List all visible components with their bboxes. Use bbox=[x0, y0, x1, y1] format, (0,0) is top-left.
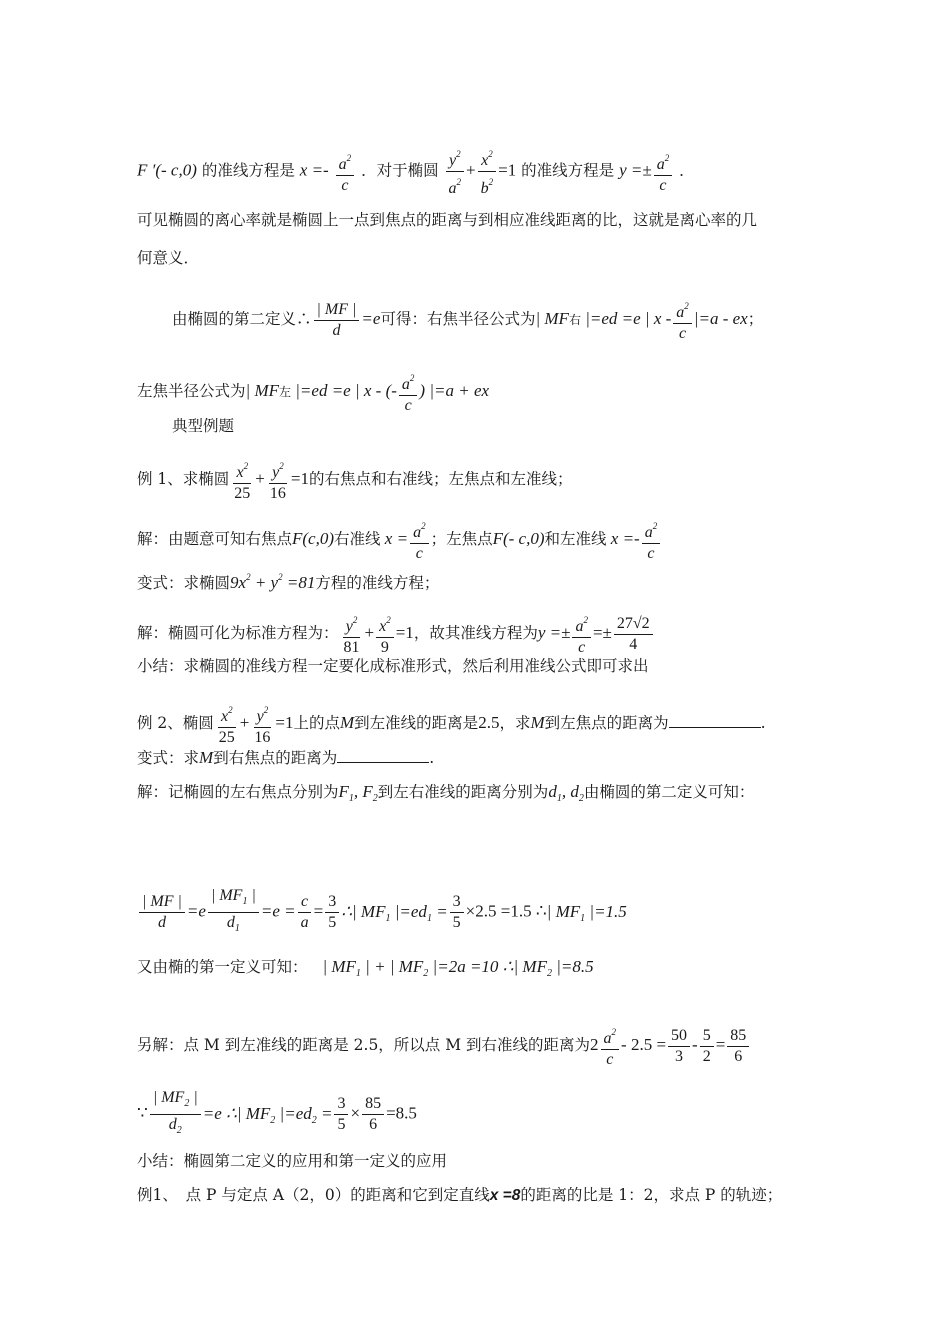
fraction: $\frac{x^2}{b^2}$ bbox=[478, 144, 497, 199]
example: 例 1、求椭圆 $\frac{x^2}{25}$ + $\frac{y^2}{16}$ =1的右焦点和右准线；左焦点和左准线； bbox=[137, 456, 573, 504]
example: 例 2、椭圆 $\frac{x^2}{25}$ + $\frac{y^2}{16}$ =1上的点M到左准线的距离是2.5，求M到左焦点的距离为 . bbox=[137, 700, 766, 748]
paragraph: 由椭圆的第二定义∴ $\frac{| MF |}{d}$ =e可得：右焦半径公式为| MF右 |=ed =e | x - $\frac{a^2}{c}$ |=a - ex； bbox=[172, 296, 763, 344]
fraction: $\frac{a^2}{c}$ bbox=[654, 148, 673, 196]
example: 例1、 点 P 与定点 A（2，0）的距离和它到定直线x =8的距离的比是 1：2，求点 P 的轨迹； bbox=[137, 1186, 783, 1204]
paragraph: 何意义． bbox=[137, 249, 200, 267]
section-heading: 典型例题 bbox=[172, 417, 235, 435]
answer-blank[interactable] bbox=[337, 748, 429, 763]
solution: 解：椭圆可化为标准方程为： $\frac{y^2}{81}$ + $\frac{x^2}{9}$ =1，故其准线方程为y =± $\frac{a^2}{c}$ =± $\frac{27√2}{4}$ bbox=[137, 610, 655, 658]
equation: $\frac{| MF |}{d}$ =e $\frac{| MF_1 |}{d_1}$ =e = $\frac{c}{a}$ = $\frac{3}{5}$ ∴| $MF_1$ $|=ed_1$ = $\frac{3}{5}$ ×2.5 =1.5 ∴| $MF_1$ |=1.5 bbox=[137, 886, 627, 939]
answer-blank[interactable] bbox=[669, 713, 761, 728]
equation: ∵ $\frac{| MF_2 |}{d_2}$ =e ∴| $MF_2$ $|=ed_2$ = $\frac{3}{5}$ × $\frac{85}{6}$ =8.5 bbox=[137, 1089, 417, 1136]
fraction: $\frac{a^2}{c}$ bbox=[336, 148, 355, 196]
solution: 解：由题意可知右焦点F(c,0)右准线 x = $\frac{a^2}{c}$ ；左焦点F(- c,0)和左准线 x =- $\frac{a^2}{c}$ bbox=[137, 516, 662, 564]
variant: 变式：求椭圆$9x^2 + y^2 =81$方程的准线方程； bbox=[137, 572, 440, 592]
math-focus: F ′(- c,0) bbox=[137, 160, 197, 180]
summary: 小结：求椭圆的准线方程一定要化成标准形式，然后利用准线公式即可求出 bbox=[137, 657, 649, 675]
variant: 变式：求M到右焦点的距离为 . bbox=[137, 748, 435, 767]
math: x =- bbox=[299, 160, 329, 180]
summary: 小结：椭圆第二定义的应用和第一定义的应用 bbox=[137, 1152, 448, 1170]
paragraph: 又由椭的第一定义可知： | $MF_1$ | + | $MF_2$ |=2a =10 ∴| $MF_2$ |=8.5 bbox=[137, 957, 594, 979]
text: ． bbox=[679, 161, 695, 180]
directrix-line: F ′(- c,0) 的准线方程是 x =- $\frac{a^2}{c}$ ．对于椭圆 $\frac{y^2}{a^2}$ + $\frac{x^2}{b^2}$ =1 的准线方程是 y =± $\frac{a^2}{c}$ ． bbox=[137, 144, 695, 199]
solution: 解：记椭圆的左右焦点分别为$F_1$, $F_2$到左右准线的距离分别为$d_1$, $d_2$由椭圆的第二定义可知： bbox=[137, 782, 755, 804]
alternate-solution: 另解：点 M 到左准线的距离是 2.5，所以点 M 到右准线的距离为2 $\frac{a^2}{c}$ - 2.5 = $\frac{50}{3}$ - $\frac{5}{2}$ = $\frac{85}{6}$ bbox=[137, 1022, 751, 1070]
paragraph: 可见椭圆的离心率就是椭圆上一点到焦点的距离与到相应准线距离的比，这就是离心率的几 bbox=[137, 211, 758, 229]
text: 的准线方程是 bbox=[201, 161, 295, 180]
paragraph: 左焦半径公式为| MF左 |=ed =e | x - (- $\frac{a^2}{c}$ ) |=a + ex bbox=[137, 368, 489, 416]
fraction: $\frac{y^2}{a^2}$ bbox=[446, 144, 465, 199]
text: ．对于椭圆 bbox=[361, 161, 439, 180]
text: 的准线方程是 bbox=[521, 161, 615, 180]
